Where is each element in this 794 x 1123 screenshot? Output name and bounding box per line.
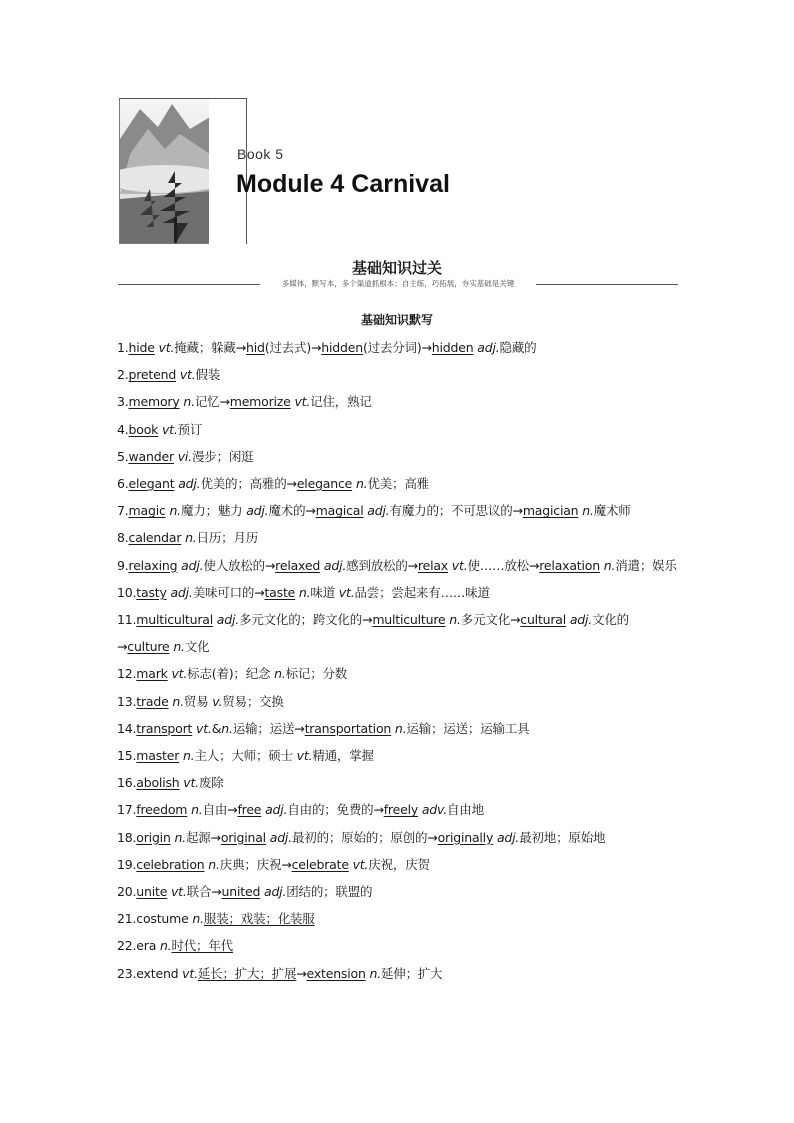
vocab-item	[117, 688, 679, 715]
answer-text: memory	[128, 394, 180, 410]
answer-text: cultural	[520, 612, 567, 628]
item-text: 自由的；免费的→	[287, 802, 384, 818]
item-text: 9.	[117, 557, 129, 573]
item-text: 预订	[177, 421, 203, 437]
part-of-speech: adj.	[263, 884, 287, 900]
part-of-speech: n.	[182, 748, 195, 764]
item-text: 17.	[117, 802, 137, 818]
item-text: 记忆→	[194, 394, 230, 410]
item-text: 消遣；娱乐	[615, 557, 677, 573]
answer-text: book	[128, 421, 159, 437]
part-of-speech: n.	[603, 557, 616, 573]
item-text: 2.	[117, 367, 129, 383]
item-text: 文化	[184, 639, 210, 655]
part-of-speech: adj.	[323, 557, 347, 573]
part-of-speech: vt.	[182, 965, 198, 981]
item-text: 20.	[117, 884, 137, 900]
part-of-speech: adj.	[246, 503, 269, 519]
vocab-item	[117, 470, 679, 497]
part-of-speech: vt.	[171, 666, 188, 682]
item-text: 14.	[117, 720, 137, 736]
part-of-speech: vt.	[338, 584, 355, 600]
item-text: 使……放松→	[467, 557, 540, 573]
item-text: 团结的；联盟的	[286, 884, 373, 900]
answer-text: elegant	[128, 476, 175, 492]
item-text: (过去分词)→	[362, 340, 432, 355]
item-text: 漫步；闲逛	[191, 448, 254, 464]
part-of-speech: n.	[174, 829, 186, 845]
answer-text: celebrate	[291, 856, 349, 872]
item-text: 12.	[117, 666, 137, 682]
vocab-item	[117, 416, 679, 443]
item-text: 魔术的→	[268, 503, 316, 519]
item-text: 最初的；原始的；原创的→	[291, 829, 438, 845]
answer-text: relaxed	[275, 557, 321, 573]
item-text: 8.	[117, 530, 129, 546]
part-of-speech: vt.	[196, 720, 212, 736]
answer-text: taste	[264, 584, 296, 600]
item-text: 运输；运送；运输工具	[406, 720, 530, 736]
item-text: 多元文化的；跨文化的→	[239, 612, 373, 628]
item-text: 标志(着)；纪念	[187, 666, 275, 682]
vocab-item	[117, 932, 679, 959]
vocab-item	[117, 851, 679, 878]
item-text: 废除	[198, 775, 224, 791]
section-title: 基础知识过关	[351, 259, 442, 277]
part-of-speech: n.	[298, 584, 311, 600]
item-text: 记住，熟记	[310, 394, 372, 410]
part-of-speech: n.	[208, 856, 220, 872]
item-text: 5.	[117, 448, 129, 464]
part-of-speech: vi.	[177, 448, 192, 464]
item-text: 魔术师	[593, 503, 631, 519]
part-of-speech: n.	[192, 911, 204, 927]
answer-text: trade	[136, 693, 169, 709]
item-text: (过去式)→	[264, 340, 322, 355]
item-text: &	[211, 720, 222, 736]
part-of-speech: adv.	[421, 802, 447, 818]
item-text: 22.era	[117, 938, 160, 954]
section-subtitle: 基础知识默写	[360, 313, 433, 327]
item-text: 贸易	[183, 693, 213, 709]
vocab-item	[117, 606, 679, 660]
vocab-item	[117, 715, 679, 742]
item-text: 感到放松的→	[346, 557, 418, 573]
answer-text: pretend	[128, 367, 177, 383]
vocab-item	[117, 443, 679, 470]
answer-text: multiculture	[372, 612, 446, 628]
vocab-item	[117, 742, 679, 769]
item-text: 假装	[195, 367, 221, 383]
vocab-item	[117, 960, 679, 987]
item-text: 4.	[117, 421, 129, 437]
item-text: 品尝；尝起来有……味道	[354, 584, 490, 600]
part-of-speech: n.	[183, 394, 195, 410]
part-of-speech: n.	[169, 503, 181, 519]
item-text: 3.	[117, 394, 129, 410]
part-of-speech: adj.	[170, 584, 193, 600]
item-text: 18.	[117, 829, 137, 845]
part-of-speech: vt.	[179, 367, 196, 383]
answer-text: magic	[128, 503, 166, 519]
item-text: 1.	[117, 340, 129, 355]
section-tagline: 多媒体，默写本，多个渠道抓根本；自主练，巧拓展，夯实基础是关键	[118, 278, 678, 290]
answer-text: original	[220, 829, 266, 845]
vocab-item	[117, 334, 679, 361]
item-text: 优美的；高雅的→	[200, 476, 297, 492]
part-of-speech: n.	[159, 938, 172, 954]
item-text: 自由地	[446, 802, 484, 818]
answer-text: originally	[437, 829, 494, 845]
item-text: 16.	[117, 775, 137, 791]
part-of-speech: vt.	[170, 884, 187, 900]
item-text: 标记；分数	[285, 666, 348, 682]
part-of-speech: adj.	[216, 612, 240, 628]
item-text: 隐藏的	[499, 340, 537, 355]
vocab-item	[117, 660, 679, 687]
part-of-speech: n.	[173, 639, 185, 655]
item-text: 文化的→	[117, 612, 629, 655]
answer-text: relaxation	[539, 557, 600, 573]
item-text: 19.	[117, 856, 137, 872]
vocab-item	[117, 497, 679, 524]
item-text: 有魔力的；不可思议的→	[389, 503, 523, 519]
part-of-speech: n.	[274, 666, 286, 682]
landscape-illustration	[120, 99, 209, 244]
answer-text: 时代；年代	[171, 938, 233, 954]
part-of-speech: adj.	[496, 829, 520, 845]
part-of-speech: vt.	[183, 775, 199, 791]
vocab-item	[117, 552, 679, 579]
answer-text: hidden	[321, 340, 363, 355]
part-of-speech: adj.	[178, 476, 201, 492]
part-of-speech: n.	[449, 612, 461, 628]
answer-text: transport	[136, 720, 193, 736]
answer-text: 服装；戏装；化装服	[203, 911, 315, 927]
item-text: 自由→	[202, 802, 238, 818]
vocab-item	[117, 905, 679, 932]
part-of-speech: vt.	[451, 557, 468, 573]
vocab-item	[117, 769, 679, 796]
answer-text: free	[237, 802, 262, 818]
vocab-item	[117, 579, 679, 606]
answer-text: freedom	[136, 802, 188, 818]
answer-text: master	[136, 748, 180, 764]
part-of-speech: vt.	[352, 856, 369, 872]
part-of-speech: adj.	[569, 612, 593, 628]
answer-text: freely	[383, 802, 419, 818]
answer-text: culture	[127, 639, 170, 655]
item-text: 主人；大师；硕士	[194, 748, 297, 764]
part-of-speech: n.	[185, 530, 197, 546]
part-of-speech: n.	[221, 720, 233, 736]
part-of-speech: n.	[172, 693, 184, 709]
item-text: 魔力；魅力	[180, 503, 247, 519]
answer-text: multicultural	[136, 612, 213, 628]
vocab-item	[117, 796, 679, 823]
part-of-speech: adj.	[269, 829, 292, 845]
item-text: 精通，掌握	[312, 748, 374, 764]
item-text: 最初地；原始地	[519, 829, 606, 845]
vocabulary-list	[117, 334, 679, 987]
answer-text: mark	[136, 666, 168, 682]
part-of-speech: vt.	[158, 340, 175, 355]
item-text: 庆典；庆祝→	[219, 856, 292, 872]
part-of-speech: n.	[191, 802, 203, 818]
section-tagline-rule	[118, 278, 678, 290]
item-text: 11.	[117, 612, 137, 628]
answer-text: relaxing	[128, 557, 178, 573]
answer-text: memorize	[229, 394, 291, 410]
answer-text: relax	[417, 557, 449, 573]
vocab-item	[117, 361, 679, 388]
part-of-speech: n.	[394, 720, 407, 736]
answer-text: wander	[128, 448, 174, 464]
vocab-item	[117, 878, 679, 905]
item-text: 15.	[117, 748, 137, 764]
item-text: →	[296, 965, 307, 981]
answer-text: calendar	[128, 530, 182, 546]
answer-text: extension	[306, 965, 366, 981]
item-text: 起源→	[185, 829, 221, 845]
answer-text: transportation	[304, 720, 392, 736]
part-of-speech: v.	[212, 693, 223, 709]
answer-text: united	[221, 884, 261, 900]
answer-text: magical	[315, 503, 364, 519]
vocab-item	[117, 388, 679, 415]
item-text: 使人放松的→	[203, 557, 276, 573]
item-text: 掩藏；躲藏→	[174, 340, 247, 355]
item-text: 联合→	[186, 884, 222, 900]
item-text: 日历；月历	[196, 530, 259, 546]
answer-text: abolish	[136, 775, 180, 791]
part-of-speech: n.	[582, 503, 594, 519]
module-title: Module 4 Carnival	[236, 170, 450, 198]
answer-text: 延长；扩大；扩展	[197, 965, 297, 981]
answer-text: hid	[246, 340, 265, 355]
vocab-item	[117, 824, 679, 851]
item-text: 运输；运送→	[232, 720, 305, 736]
answer-text: origin	[136, 829, 171, 845]
part-of-speech: adj.	[181, 557, 204, 573]
item-text: 美味可口的→	[192, 584, 265, 600]
answer-text: hidden	[431, 340, 474, 355]
book-label: Book 5	[237, 146, 284, 162]
item-text: 优美；高雅	[367, 476, 429, 492]
vocab-item	[117, 524, 679, 551]
item-text: 21.costume	[117, 911, 193, 927]
answer-text: unite	[136, 884, 168, 900]
item-text: 6.	[117, 476, 129, 492]
part-of-speech: vt.	[296, 748, 313, 764]
item-text: 7.	[117, 503, 129, 519]
part-of-speech: adj.	[367, 503, 390, 519]
item-text: 23.extend	[117, 965, 183, 981]
answer-text: magician	[522, 503, 579, 519]
mountain-pine-photo	[119, 99, 209, 244]
part-of-speech: vt.	[294, 394, 311, 410]
item-text: 延伸；扩大	[380, 965, 443, 981]
answer-text: elegance	[296, 476, 353, 492]
part-of-speech: adj.	[265, 802, 288, 818]
item-text: 10.	[117, 584, 137, 600]
answer-text: hide	[128, 340, 155, 355]
item-text: 贸易；交换	[222, 693, 284, 709]
item-text: 庆祝，庆贺	[368, 856, 430, 872]
part-of-speech: vt.	[161, 421, 178, 437]
answer-text: tasty	[136, 584, 167, 600]
header-banner	[119, 98, 247, 244]
answer-text: celebration	[136, 856, 205, 872]
part-of-speech: n.	[355, 476, 368, 492]
part-of-speech: adj.	[477, 340, 500, 355]
item-text: 味道	[310, 584, 339, 600]
item-text: 13.	[117, 693, 137, 709]
item-text: 多元文化→	[460, 612, 521, 628]
part-of-speech: n.	[369, 965, 381, 981]
